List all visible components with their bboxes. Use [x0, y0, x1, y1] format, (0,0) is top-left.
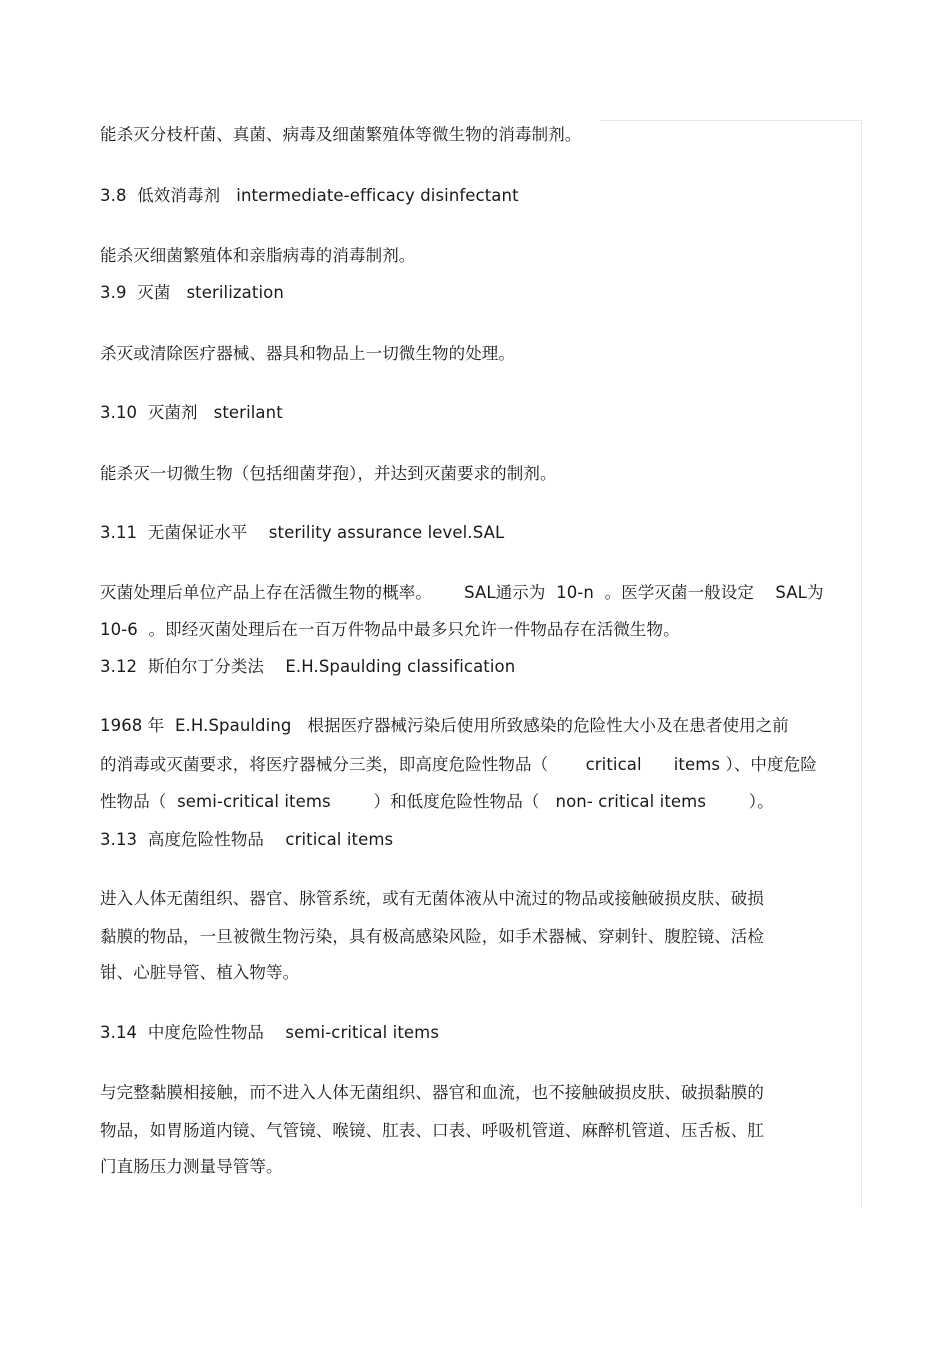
- section-heading-3-13: 3.13 高度危险性物品 critical items: [100, 830, 394, 849]
- paragraph-line: 进入人体无菌组织、器官、脉管系统，或有无菌体液从中流过的物品或接触破损皮肤、破损: [100, 889, 764, 908]
- page-frame-right-border: [861, 120, 862, 1208]
- paragraph-line: 黏膜的物品，一旦被微生物污染，具有极高感染风险，如手术器械、穿刺针、腹腔镜、活检: [100, 927, 764, 946]
- paragraph-line: 能杀灭一切微生物（包括细菌芽孢），并达到灭菌要求的制剂。: [100, 464, 557, 483]
- paragraph-line: 10-6 。即经灭菌处理后在一百万件物品中最多只允许一件物品存在活微生物。: [100, 620, 680, 639]
- paragraph-line: 杀灭或清除医疗器械、器具和物品上一切微生物的处理。: [100, 344, 515, 363]
- paragraph-line: 门直肠压力测量导管等。: [100, 1157, 283, 1176]
- paragraph-line: 能杀灭细菌繁殖体和亲脂病毒的消毒制剂。: [100, 246, 416, 265]
- page-frame-top-border: [600, 120, 862, 121]
- paragraph-line: 物品，如胃肠道内镜、气管镜、喉镜、肛表、口表、呼吸机管道、麻醉机管道、压舌板、肛: [100, 1121, 764, 1140]
- paragraph-line: 能杀灭分枝杆菌、真菌、病毒及细菌繁殖体等微生物的消毒制剂。: [100, 125, 582, 144]
- section-heading-3-10: 3.10 灭菌剂 sterilant: [100, 403, 283, 422]
- section-heading-3-14: 3.14 中度危险性物品 semi-critical items: [100, 1023, 440, 1042]
- paragraph-line: 灭菌处理后单位产品上存在活微生物的概率。 SAL通示为 10-n 。医学灭菌一般设定 SAL为: [100, 583, 824, 602]
- paragraph-line: 性物品（ semi-critical items ）和低度危险性物品（ non- critical items ）。: [100, 792, 774, 811]
- section-heading-3-8: 3.8 低效消毒剂 intermediate-efficacy disinfectant: [100, 186, 519, 205]
- section-heading-3-9: 3.9 灭菌 sterilization: [100, 283, 284, 302]
- paragraph-line: 1968 年 E.H.Spaulding 根据医疗器械污染后使用所致感染的危险性大小及在患者使用之前: [100, 716, 789, 735]
- paragraph-line: 与完整黏膜相接触，而不进入人体无菌组织、器官和血流，也不接触破损皮肤、破损黏膜的: [100, 1083, 764, 1102]
- paragraph-line: 的消毒或灭菌要求，将医疗器械分三类，即高度危险性物品（ critical items ）、中度危险: [100, 755, 817, 774]
- section-heading-3-12: 3.12 斯伯尔丁分类法 E.H.Spaulding classification: [100, 657, 516, 676]
- section-heading-3-11: 3.11 无菌保证水平 sterility assurance level.SAL: [100, 523, 505, 542]
- paragraph-line: 钳、心脏导管、植入物等。: [100, 963, 300, 982]
